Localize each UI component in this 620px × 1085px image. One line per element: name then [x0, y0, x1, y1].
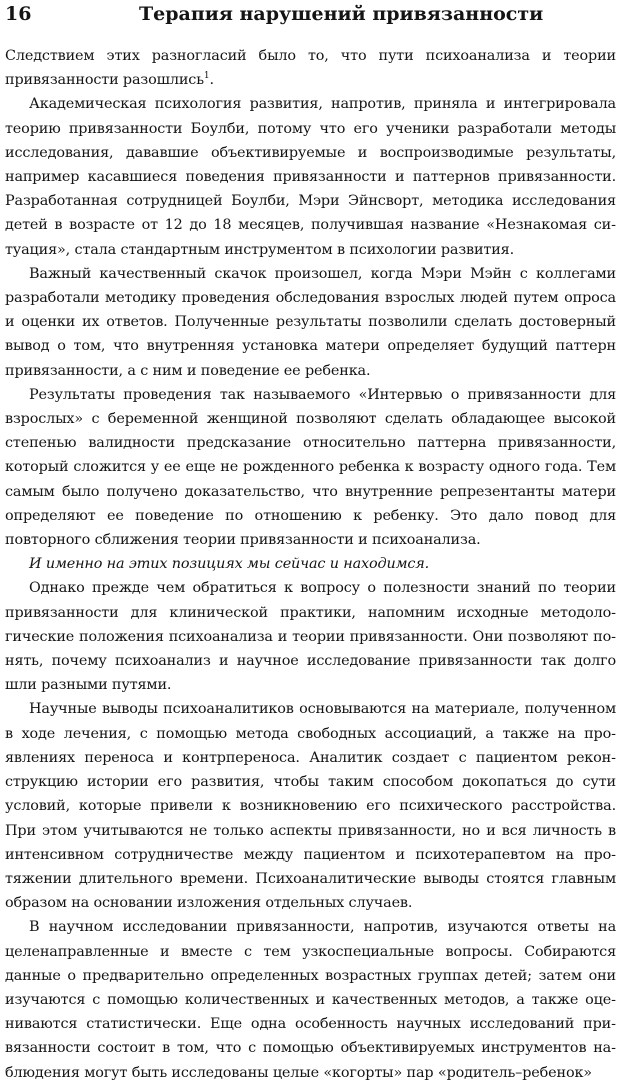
paragraph-6: Однако прежде чем обратиться к вопросу о полезности знаний по теории привязанности для клинической практики, напомним исходные методологические положения психоанализа и теории привязанности. Они позволяют понять, почему психоанализ и научное исследование привязанности так долго шли разными путями. [5, 580, 616, 694]
paragraph-7: Научные выводы психоаналитиков основываются на материале, полученном в ходе лечения, с помощью метода свободных ассоциаций, а также на проявлениях переноса и контрпереноса. Аналитик создает с пациентом реконструкцию истории его развития, чтобы таким способом докопаться до сути условий, которые привели к возникновению его психического расстройства. При этом учитываются не только аспекты привязанности, но и вся личность в интенсивном сотрудничестве между пациентом и психотерапевтом на протяжении длительного времени. Психоаналитические выводы стоятся главным образом на основании изложения отдельных случаев. [5, 701, 616, 912]
running-title: Терапия нарушений привязанности [139, 3, 544, 25]
footnote-reference: 1 [203, 71, 210, 82]
paragraph-8: В научном исследовании привязанности, напротив, изучаются ответы на целенаправленные и вместе с тем узкоспециальные вопросы. Собираются данные о предварительно определенных возрастных группах детей; затем они изучаются с помощью количественных и качественных методов, а также оцениваются статистически. Еще одна особенность научных исследований привязанности состоит в том, что с помощью объективируемых инструментов наблюдения могут быть исследованы целые «когорты» пар «родитель–ребенок» [5, 919, 616, 1081]
page-number: 16 [5, 3, 32, 25]
paragraph-5-italic: И именно на этих позициях мы сейчас и находимся. [29, 556, 430, 573]
paragraph-1-tail: . [209, 72, 214, 89]
paragraph-2: Академическая психология развития, напротив, приняла и интегрировала теорию привязанности Боулби, потому что его ученики разработали методы исследования, дававшие объективируемые и воспроизводимые результаты, например касавшиеся поведения привязанности и паттернов привязанности. Разработанная сотрудницей Боулби, Мэри Эйнсворт, методика исследования детей в возрасте от 12 до 18 месяцев, получившая название «Незнакомая ситуация», стала стандартным инструментом в психологии развития. [5, 96, 616, 258]
paragraph-3: Важный качественный скачок произошел, когда Мэри Мэйн с коллегами разработали методику проведения обследования взрослых людей путем опроса и оценки их ответов. Полученные результаты позволили сделать достоверный вывод о том, что внутренняя установка матери определяет будущий паттерн привязанности, а с ним и поведение ее ребенка. [5, 265, 616, 379]
paragraph-4: Результаты проведения так называемого «Интервью о привязанности для взрослых» с беременной женщиной позволяют сделать обладающее высокой степенью валидности предсказание относительно паттерна привязанности, который сложится у ее еще не рожденного ребенка к возрасту одного года. Тем самым было получено доказательство, что внутренние репрезентанты матери определяют ее поведение по отношению к ребенку. Это дало повод для повторного сближения теории привязанности и психоанализа. [5, 386, 616, 549]
paragraph-1-text: Следствием этих разногласий было то, что пути психоанализа и теории привязанности разошлись [5, 48, 616, 89]
paragraph-1 [5, 44, 616, 92]
running-head [5, 0, 616, 34]
body-text [5, 44, 616, 1085]
